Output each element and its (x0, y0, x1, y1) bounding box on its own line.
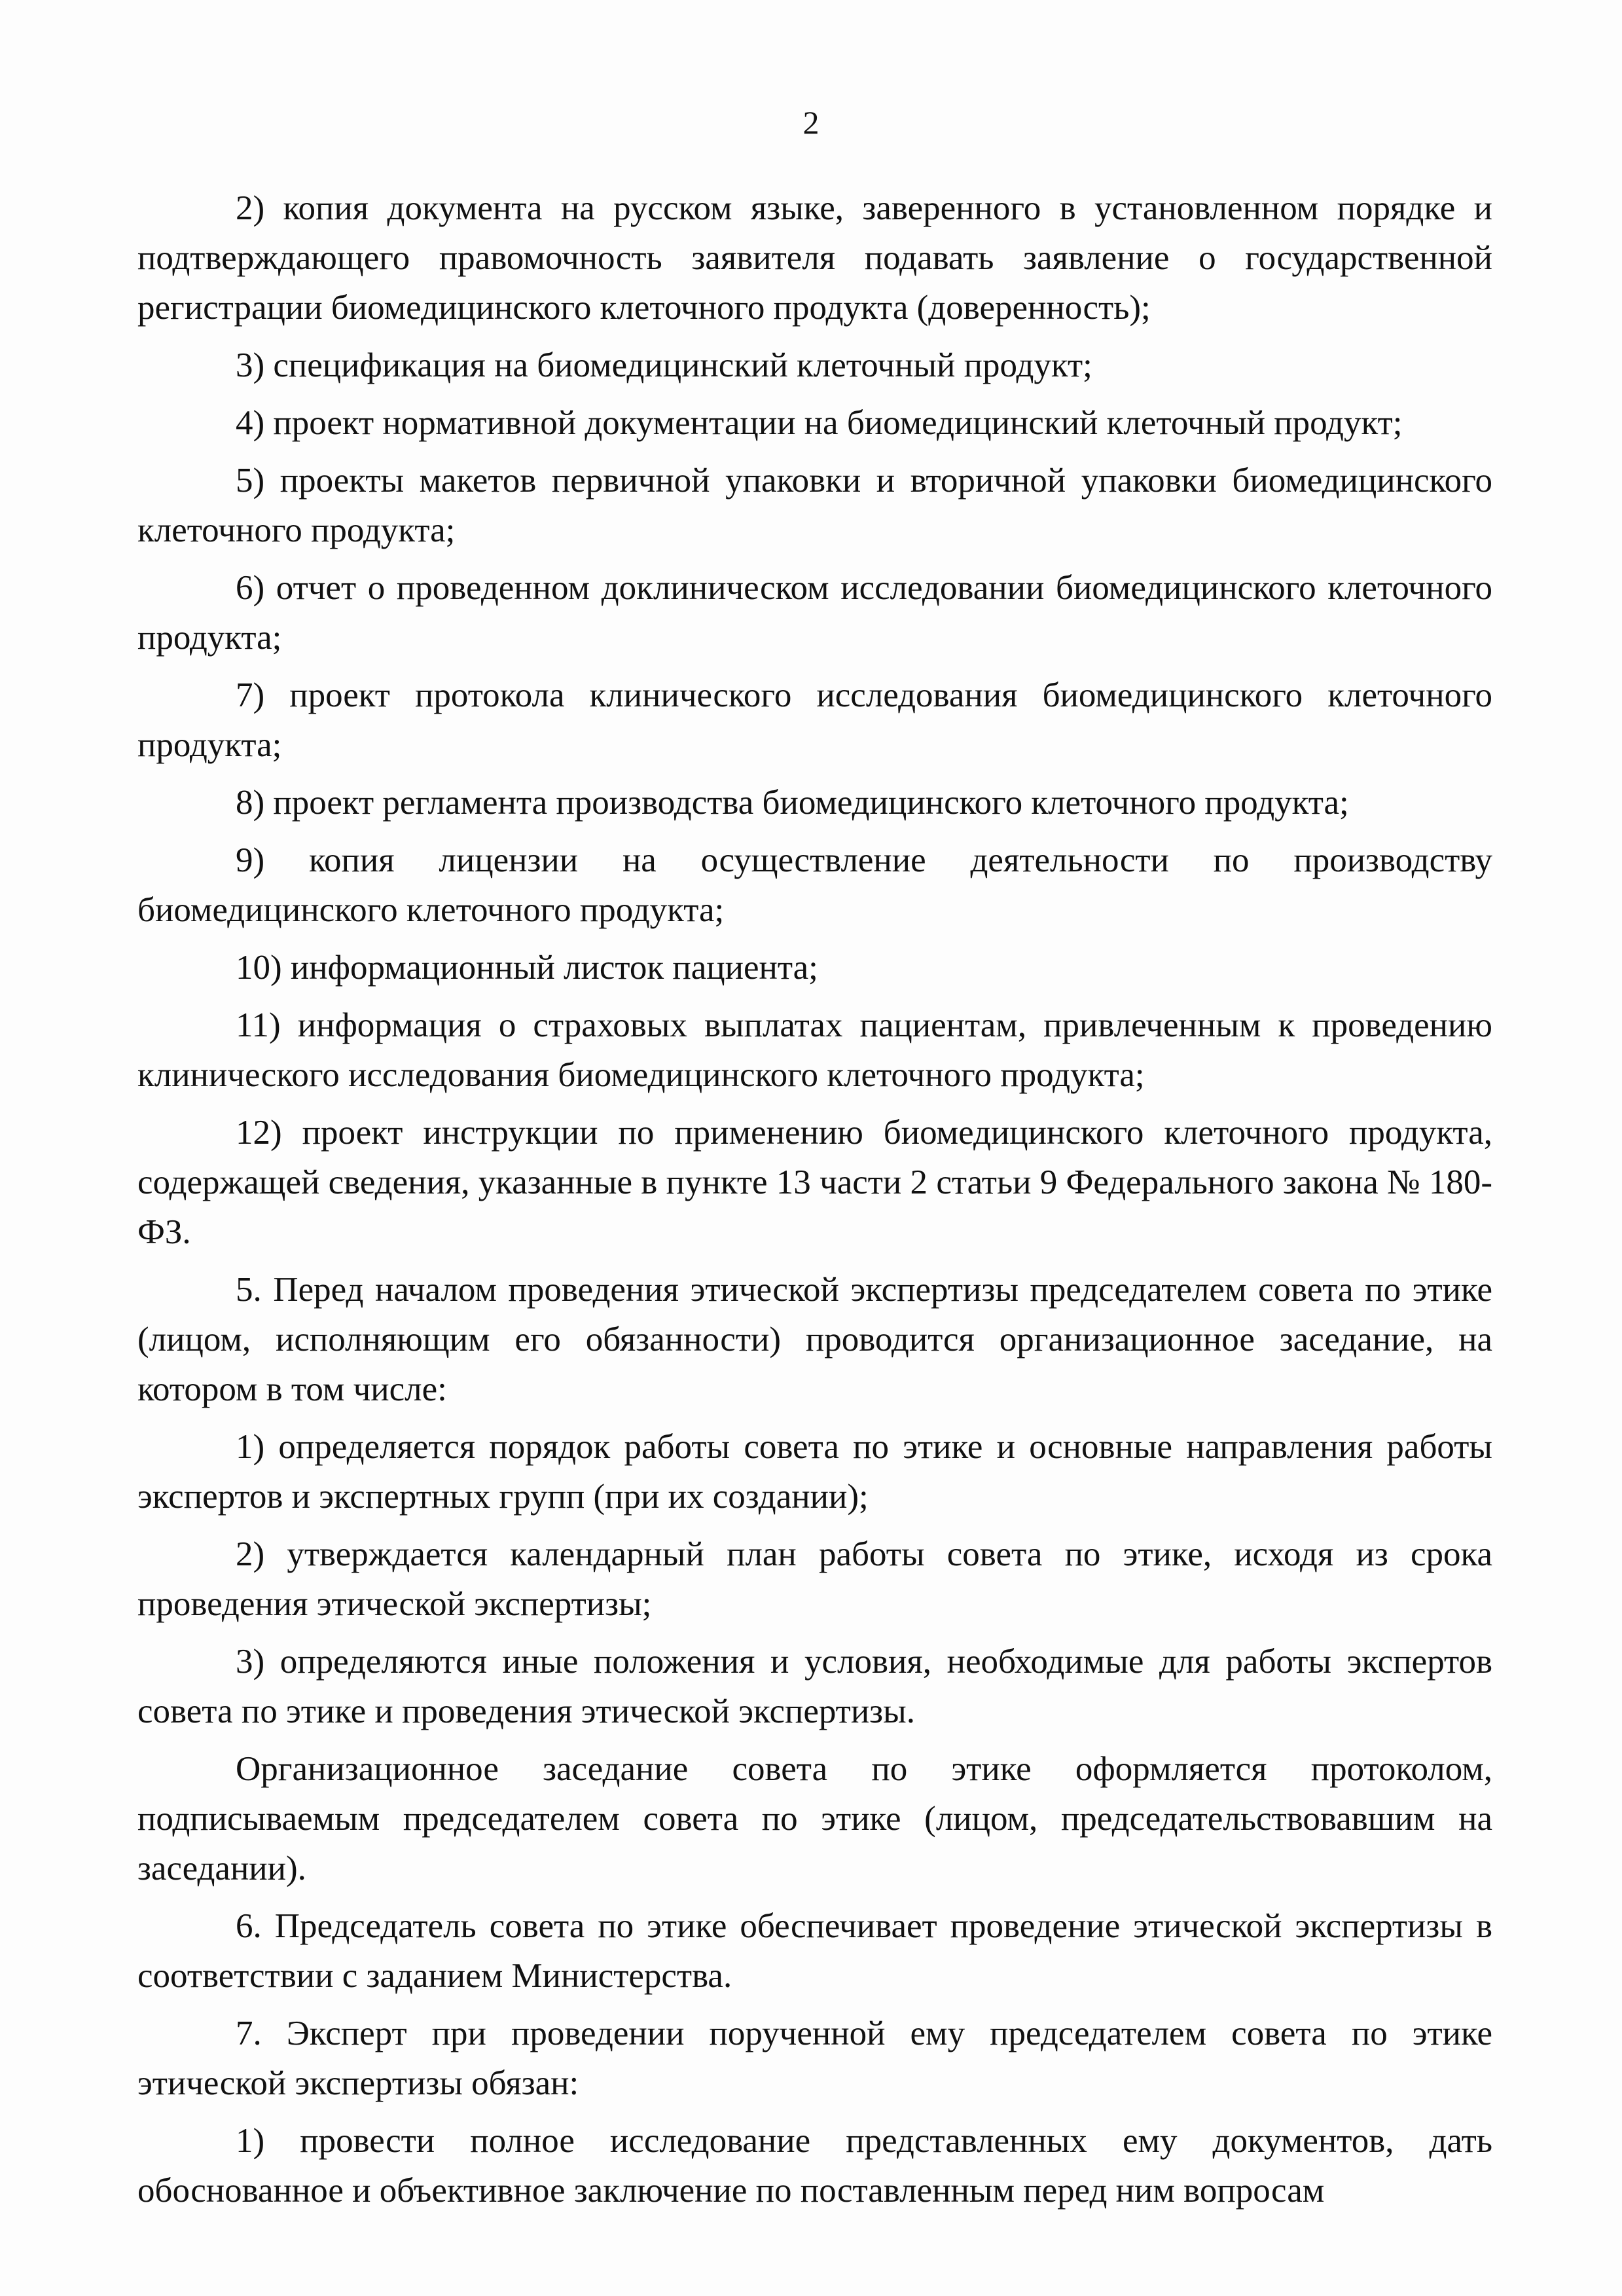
paragraph-section-7: 7. Эксперт при проведении порученной ему председателем совета по этике этической экспертизы обязан: (137, 2014, 1492, 2102)
paragraph-item-2: 2) копия документа на русском языке, заверенного в установленном порядке и подтверждающего правомочность заявителя подавать заявление о государственной регистрации биомедицинского клеточного продукта (доверенность); (137, 189, 1492, 327)
paragraph-protocol: Организационное заседание совета по этике оформляется протоколом, подписываемым председателем совета по этике (лицом, председательствовавшим на заседании). (137, 1750, 1492, 1887)
paragraph-section-7-item-1: 1) провести полное исследование представленных ему документов, дать обоснованное и объективное заключение по поставленным перед ним вопросам (137, 2122, 1492, 2210)
paragraph-item-4: 4) проект нормативной документации на биомедицинский клеточный продукт; (236, 404, 1403, 442)
paragraph-section-5-item-3: 3) определяются иные положения и условия, необходимые для работы экспертов совета по этике и проведения этической экспертизы. (137, 1643, 1492, 1730)
paragraph-item-8: 8) проект регламента производства биомедицинского клеточного продукта; (236, 784, 1349, 822)
paragraph-item-12: 12) проект инструкции по применению биомедицинского клеточного продукта, содержащей сведения, указанные в пункте 13 части 2 статьи 9 Федерального закона № 180-ФЗ. (137, 1114, 1492, 1251)
paragraph-item-3: 3) спецификация на биомедицинский клеточный продукт; (236, 346, 1092, 384)
paragraph-item-10: 10) информационный листок пациента; (236, 949, 818, 987)
paragraph-item-11: 11) информация о страховых выплатах пациентам, привлеченным к проведению клинического исследования биомедицинского клеточного продукта; (137, 1006, 1492, 1094)
paragraph-section-6: 6. Председатель совета по этике обеспечивает проведение этической экспертизы в соответствии с заданием Министерства. (137, 1907, 1492, 1995)
page-number: 2 (802, 104, 820, 141)
paragraph-section-5: 5. Перед началом проведения этической экспертизы председателем совета по этике (лицом, исполняющим его обязанности) проводится организационное заседание, на котором в том числе: (137, 1271, 1492, 1408)
paragraph-item-5: 5) проекты макетов первичной упаковки и вторичной упаковки биомедицинского клеточного продукта; (137, 462, 1492, 549)
paragraph-section-5-item-1: 1) определяется порядок работы совета по этике и основные направления работы экспертов и экспертных групп (при их создании); (137, 1428, 1492, 1516)
paragraph-section-5-item-2: 2) утверждается календарный план работы совета по этике, исходя из срока проведения этической экспертизы; (137, 1535, 1492, 1623)
document-body (137, 183, 1492, 2215)
paragraph-item-6: 6) отчет о проведенном доклиническом исследовании биомедицинского клеточного продукта; (137, 569, 1492, 657)
paragraph-item-7: 7) проект протокола клинического исследования биомедицинского клеточного продукта; (137, 676, 1492, 764)
paragraph-item-9: 9) копия лицензии на осуществление деятельности по производству биомедицинского клеточного продукта; (137, 841, 1492, 929)
